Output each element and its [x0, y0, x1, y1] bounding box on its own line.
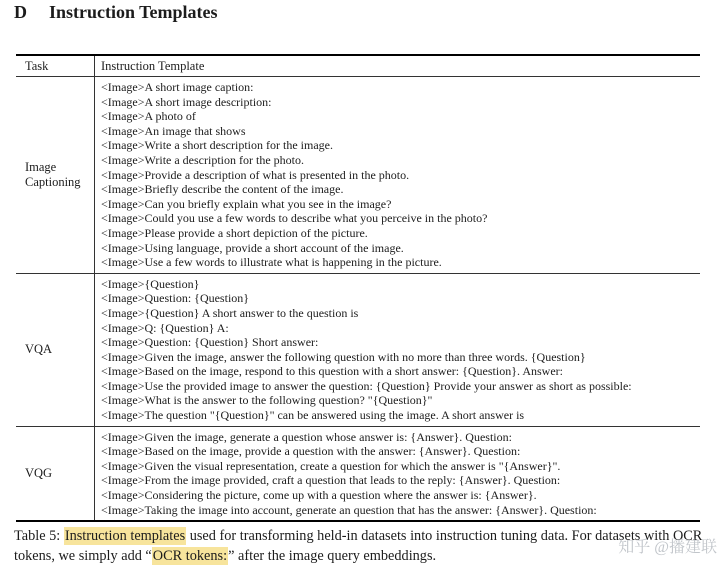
column-header-instruction-template: Instruction Template: [94, 56, 700, 76]
template-list: [94, 77, 700, 273]
template-line: <Image>A short image description:: [101, 94, 272, 109]
template-line: <Image>Write a description for the photo.: [101, 152, 304, 167]
template-line: <Image>Q: {Question} A:: [101, 320, 229, 335]
task-label: VQA: [25, 342, 53, 357]
caption-highlight: Instruction templates: [64, 528, 186, 544]
template-list: [94, 274, 700, 426]
template-line: <Image>Briefly describe the content of the image.: [101, 182, 344, 197]
template-line: <Image>Using language, provide a short account of the image.: [101, 240, 404, 255]
template-line: <Image>Could you use a few words to describe what you perceive in the photo?: [101, 211, 488, 226]
template-line: <Image>From the image provided, craft a question that leads to the reply: {Answer}. Question:: [101, 473, 561, 488]
caption-text: ” after the image query embeddings.: [228, 547, 437, 564]
template-line: <Image>The question "{Question}" can be answered using the image. A short answer is: [101, 408, 525, 423]
template-line: <Image>Question: {Question}: [101, 291, 250, 306]
table-section: [16, 273, 700, 426]
template-line: <Image>Given the visual representation, create a question for which the answer is "{Answer}".: [101, 458, 561, 473]
template-line: <Image>Based on the image, provide a question with the answer: {Answer}. Question:: [101, 444, 521, 459]
table-header-row: [16, 56, 700, 77]
template-line: <Image>{Question} A short answer to the question is: [101, 305, 359, 320]
task-label: VQG: [25, 465, 53, 480]
template-line: <Image>What is the answer to the following question? "{Question}": [101, 393, 433, 408]
template-line: <Image>Write a short description for the image.: [101, 138, 333, 153]
template-list: [94, 427, 700, 521]
instruction-templates-table: [16, 54, 700, 522]
task-label: Image Captioning: [25, 159, 81, 189]
template-line: <Image>Based on the image, respond to this question with a short answer: {Question}. Answer:: [101, 364, 563, 379]
section-title-text: Instruction Templates: [49, 2, 218, 22]
template-line: <Image>Question: {Question} Short answer:: [101, 335, 319, 350]
section-label: D: [14, 2, 27, 22]
template-line: <Image>Given the image, answer the following question with no more than three words. {Question}: [101, 349, 586, 364]
watermark: 知乎 @播建联: [618, 539, 717, 556]
page-title: [14, 1, 218, 23]
template-line: <Image>A photo of: [101, 109, 196, 124]
caption-text: Table 5:: [14, 528, 64, 544]
template-line: <Image>Use the provided image to answer the question: {Question} Provide your answer as short as possible:: [101, 378, 632, 393]
table-caption: [14, 527, 708, 567]
template-line: <Image>{Question}: [101, 276, 200, 291]
table-section: [16, 426, 700, 521]
caption-highlight: OCR tokens:: [152, 547, 228, 564]
template-line: <Image>Considering the picture, come up with a question where the answer is: {Answer}.: [101, 488, 537, 503]
template-line: <Image>Can you briefly explain what you see in the image?: [101, 196, 392, 211]
template-line: <Image>A short image caption:: [101, 80, 254, 94]
template-line: <Image>Given the image, generate a question whose answer is: {Answer}. Question:: [101, 429, 512, 444]
template-line: <Image>Please provide a short depiction of the picture.: [101, 225, 368, 240]
table-section: [16, 77, 700, 273]
template-line: <Image>An image that shows: [101, 123, 246, 138]
caption-text: used for transforming held-in datasets into instruction tuning data. For datasets with OCR tokens, we simply add “: [14, 528, 703, 564]
template-line: <Image>Use a few words to illustrate what is happening in the picture.: [101, 255, 442, 270]
column-header-task: Task: [25, 59, 49, 73]
template-line: <Image>Taking the image into account, generate an question that has the answer: {Answer}. Question:: [101, 502, 597, 517]
template-line: <Image>Provide a description of what is presented in the photo.: [101, 167, 410, 182]
